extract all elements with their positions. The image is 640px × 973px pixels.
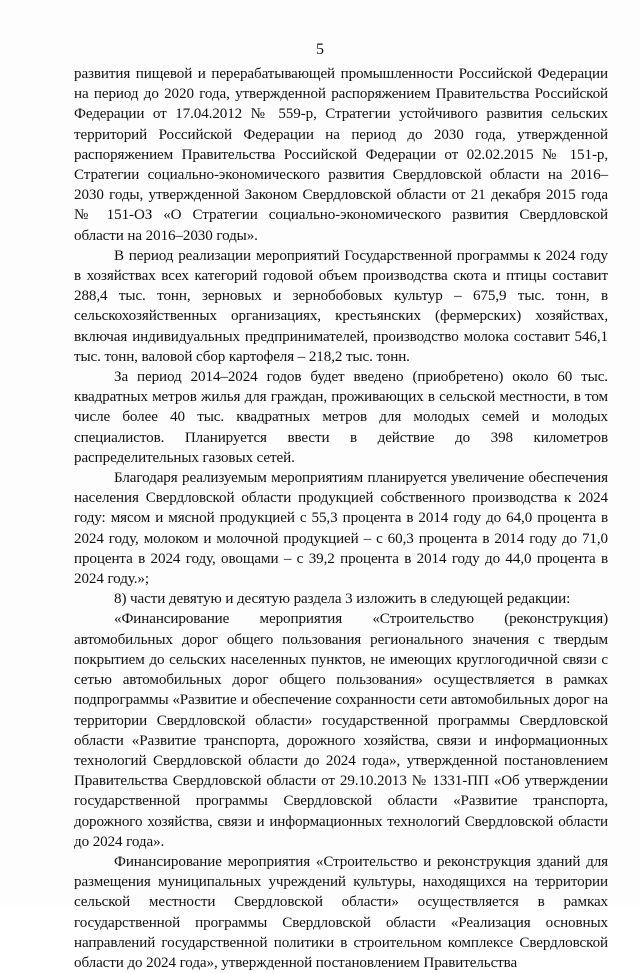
page-number: 5	[316, 41, 324, 58]
paragraph-housing: За период 2014–2024 годов будет введено (приобретено) около 60 тыс. квадратных метров жилья для граждан, проживающих в сельской местности, в том числе более 40 тыс. квадратных метров для молодых семей и молодых специалистов. Планируется ввести в действие до 398 километров распределительных газовых сетей.	[74, 369, 608, 466]
paragraph-continuation: развития пищевой и перерабатывающей промышленности Российской Федерации на период до 2020 года, утвержденной распоряжением Правительства Российской Федерации от 17.04.2012 № 559-р, Стратегии устойчивого развития сельских территорий Российской Федерации на период до 2030 года, утвержденной распоряжением Правительства Российской Федерации от 02.02.2015 № 151-р, Стратегии социально-экономического развития Свердловской области на 2016–2030 годы, утвержденной Законом Свердловской области от 21 декабря 2015 года № 151-ОЗ «О Стратегии социально-экономического развития Свердловской области на 2016–2030 годы».	[74, 66, 608, 244]
paragraph-culture-financing: Финансирование мероприятия «Строительство и реконструкция зданий для размещения муниципальных учреждений культуры, находящихся на территории сельской местности Свердловской области» осуществляется в рамках государственной программы Свердловской области «Реализация основных направлений государственной политики в строительном комплексе Свердловской области до 2024 года», утвержденной постановлением Правительства	[74, 853, 608, 971]
paragraph-amendment-item: 8) части девятую и десятую раздела 3 изложить в следующей редакции:	[114, 591, 571, 608]
paragraph-production-targets: В период реализации мероприятий Государственной программы к 2024 году в хозяйствах всех категорий годовой объем производства скота и птицы составит 288,4 тыс. тонн, зерновых и зернобобовых культур – 675,9 тыс. тонн, в сельскохозяйственных организациях, крестьянских (фермерских) хозяйствах, включая индивидуальных предпринимателей, производство молока составит 546,1 тыс. тонн, валовой сбор картофеля – 218,2 тыс. тонн.	[74, 247, 608, 365]
paragraph-road-financing: «Финансирование мероприятия «Строительство (реконструкция) автомобильных дорог общего пользования регионального значения с твердым покрытием до сельских населенных пунктов, не имеющих круглогодичной связи с сетью автомобильных дорог общего пользования» осуществляется в рамках подпрограммы «Развитие и обеспечение сохранности сети автомобильных дорог на территории Свердловской области» государственной программы Свердловской области «Развитие транспорта, дорожного хозяйства, связи и информационных технологий Свердловской области до 2024 года», утвержденной постановлением Правительства Свердловской области от 29.10.2013 № 1331-ПП «Об утверждении государственной программы Свердловской области «Развитие транспорта, дорожного хозяйства, связи и информационных технологий Свердловской области до 2024 года».	[74, 611, 608, 850]
body-text	[74, 64, 608, 973]
paragraph-self-sufficiency: Благодаря реализуемым мероприятиям планируется увеличение обеспечения населения Свердловской области продукцией собственного производства к 2024 году: мясом и мясной продукцией с 55,3 процента в 2014 году до 64,0 процента в 2024 году, молоком и молочной продукцией – с 60,3 процента в 2014 году до 71,0 процента в 2024 году, овощами – с 39,2 процента в 2014 году до 44,0 процента в 2024 году.»;	[74, 470, 608, 588]
